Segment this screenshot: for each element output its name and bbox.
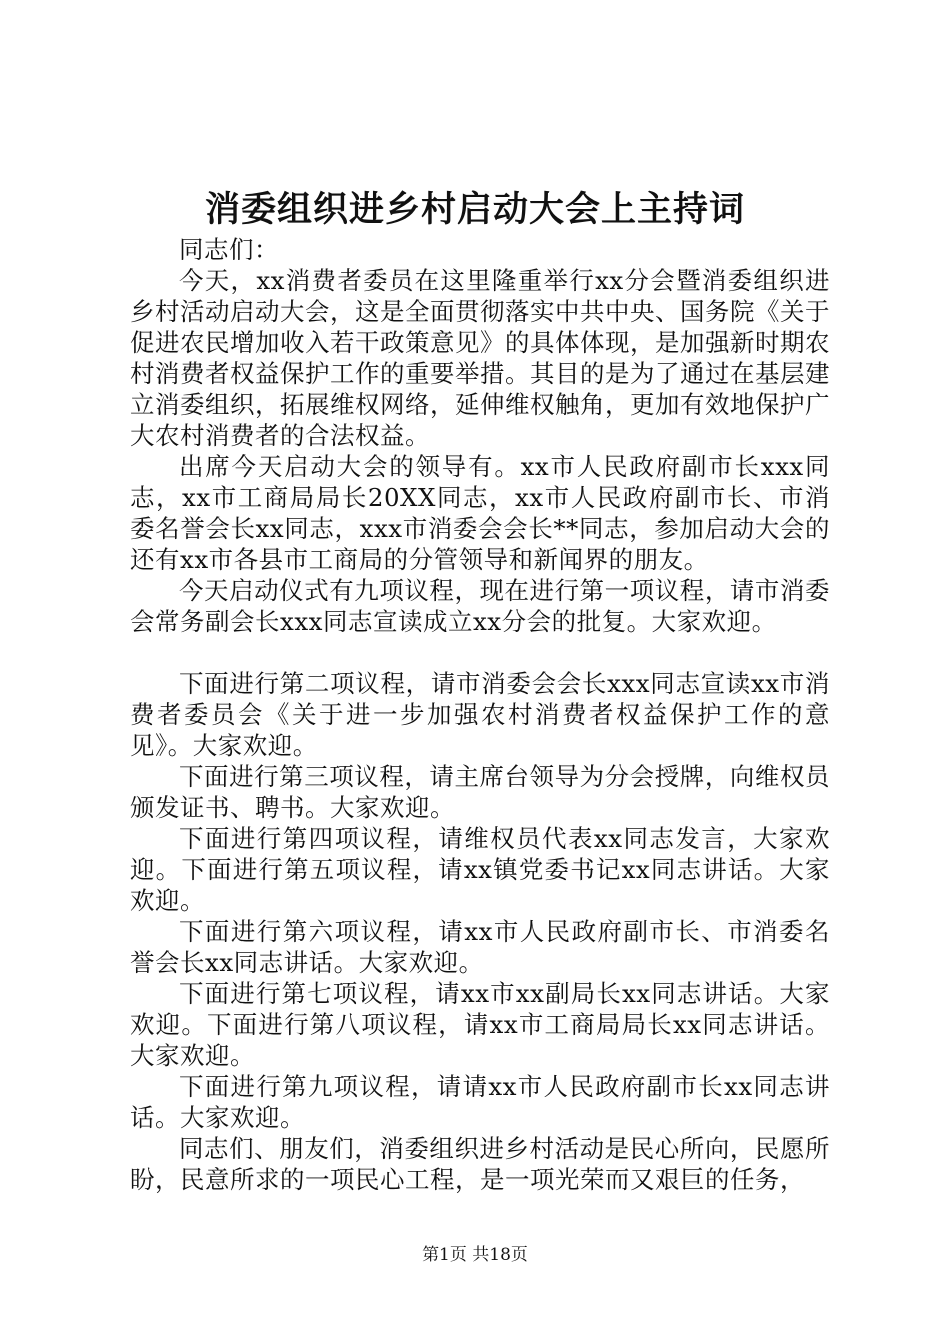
document-title: 消委组织进乡村启动大会上主持词	[204, 190, 745, 230]
paragraph: 下面进行第九项议程，请请xx市人民政府副市长xx同志讲话。大家欢迎。	[130, 1072, 830, 1132]
paragraph: 下面进行第六项议程，请xx市人民政府副市长、市消委名誉会长xx同志讲话。大家欢迎。	[130, 917, 830, 977]
paragraph: 今天启动仪式有九项议程，现在进行第一项议程，请市消委会常务副会长xxx同志宣读成立xx分会的批复。大家欢迎。	[130, 576, 830, 636]
paragraph: 下面进行第二项议程，请市消委会会长xxx同志宣读xx市消费者委员会《关于进一步加强农村消费者权益保护工作的意见》。大家欢迎。	[130, 669, 830, 760]
paragraph: 下面进行第三项议程，请主席台领导为分会授牌，向维权员颁发证书、聘书。大家欢迎。	[130, 762, 830, 822]
paragraph: 出席今天启动大会的领导有。xx市人民政府副市长xxx同志，xx市工商局局长20XX同志，xx市人民政府副市长、市消委名誉会长xx同志，xxx市消委会会长**同志，参加启动大会的还有xx市各县市工商局的分管领导和新闻界的朋友。	[130, 452, 830, 574]
paragraph: 下面进行第七项议程，请xx市xx副局长xx同志讲话。大家欢迎。下面进行第八项议程，请xx市工商局局长xx同志讲话。大家欢迎。	[130, 979, 830, 1070]
paragraph: 同志们、朋友们，消委组织进乡村活动是民心所向，民愿所盼，民意所求的一项民心工程，是一项光荣而又艰巨的任务，	[130, 1134, 830, 1194]
page-indicator: 第1页 共18页	[422, 1245, 528, 1265]
paragraph: 今天，xx消费者委员在这里隆重举行xx分会暨消委组织进乡村活动启动大会，这是全面贯彻落实中共中央、国务院《关于促进农民增加收入若干政策意见》的具体体现，是加强新时期农村消费者权益保护工作的重要举措。其目的是为了通过在基层建立消委组织，拓展维权网络，延伸维权触角，更加有效地保护广大农村消费者的合法权益。	[130, 266, 830, 450]
salutation: 同志们：	[179, 235, 279, 264]
paragraph: 下面进行第四项议程，请维权员代表xx同志发言，大家欢迎。下面进行第五项议程，请xx镇党委书记xx同志讲话。大家欢迎。	[130, 824, 830, 915]
document-body	[130, 234, 830, 1195]
